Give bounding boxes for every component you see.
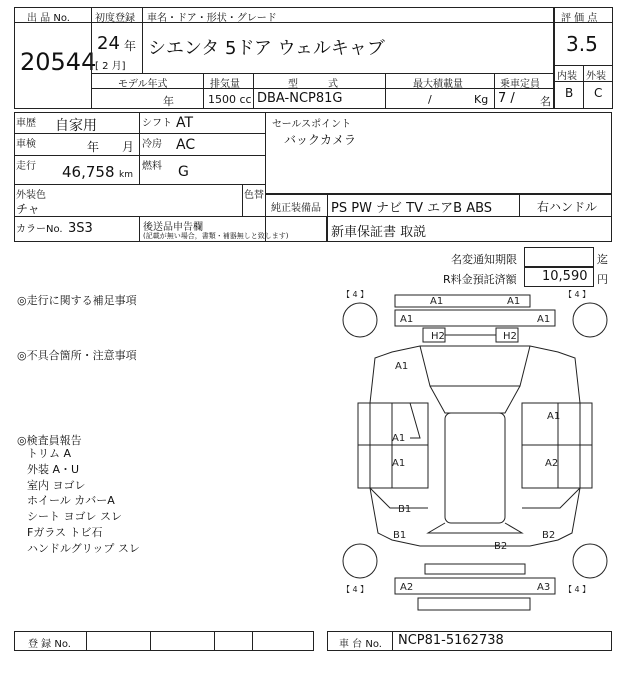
equipment: PS PW ナビ TV エアB ABS bbox=[331, 201, 493, 216]
damage-mark: A1 bbox=[547, 411, 561, 422]
exterior-label: 外装 bbox=[586, 71, 606, 82]
corner-tag-bottom-right bbox=[564, 584, 590, 594]
color-no-label: カラーNo. bbox=[16, 224, 63, 235]
first-registration-label: 初度登録 bbox=[95, 13, 135, 24]
roof bbox=[445, 413, 505, 523]
inspector-report-label: ◎検査員報告 bbox=[17, 434, 82, 447]
car-name-label: 車名・ドア・形状・グレード bbox=[147, 13, 277, 24]
damage-mark: A1 bbox=[400, 314, 414, 325]
name-change-unit: 迄 bbox=[597, 253, 608, 266]
inspection-month-unit: 月 bbox=[122, 140, 135, 154]
damage-mark: A2 bbox=[545, 458, 559, 469]
wheel-front-right bbox=[573, 303, 607, 337]
car-damage-diagram bbox=[340, 288, 612, 613]
damage-mark: B1 bbox=[393, 530, 407, 541]
later-doc-note: (記載が無い場合，書類・補器無しと致します) bbox=[143, 232, 289, 240]
wheel-rear-left bbox=[343, 544, 377, 578]
warranty: 新車保証書 取説 bbox=[331, 225, 427, 240]
rear-bumper bbox=[395, 578, 555, 594]
inspector-item: Fガラス トビ石 bbox=[27, 525, 103, 539]
recycle-amount: 10,590 bbox=[542, 269, 588, 284]
inspector-item: 外装 A・U bbox=[27, 462, 80, 476]
max-load-label: 最大積載量 bbox=[413, 79, 463, 90]
shift-label: シフト bbox=[142, 118, 172, 129]
damage-mark: B1 bbox=[398, 504, 412, 515]
equipment-label: 純正装備品 bbox=[271, 203, 321, 214]
exterior-grade: C bbox=[594, 86, 603, 100]
model-code-label: 型 式 bbox=[288, 79, 338, 90]
damage-mark: A1 bbox=[430, 296, 444, 307]
inspector-item: 室内 ヨゴレ bbox=[27, 478, 86, 492]
max-load-sep: / bbox=[428, 93, 432, 106]
name-change-box bbox=[524, 247, 594, 267]
svg-text:【 4 】: 【 4 】 bbox=[342, 290, 369, 299]
corner-tag-bottom-left bbox=[342, 584, 368, 594]
ac-label: 冷房 bbox=[142, 139, 162, 150]
displacement: 1500 cc bbox=[208, 93, 252, 106]
interior-label: 内装 bbox=[557, 71, 577, 82]
color-no: 3S3 bbox=[68, 221, 93, 236]
body-outline bbox=[370, 346, 580, 546]
capacity-label: 乗車定員 bbox=[500, 79, 540, 90]
color-change-label: 色替 bbox=[244, 190, 264, 201]
history-label: 車歴 bbox=[16, 118, 36, 129]
damage-mark: A2 bbox=[400, 582, 414, 593]
recycle-unit: 円 bbox=[597, 273, 608, 286]
damage-mark: A1 bbox=[392, 433, 406, 444]
inspection-label: 車検 bbox=[16, 139, 36, 150]
fuel: G bbox=[178, 164, 189, 180]
mileage-label: 走行 bbox=[16, 161, 36, 172]
shift: AT bbox=[176, 115, 194, 131]
fuel-label: 燃料 bbox=[142, 161, 162, 172]
hood bbox=[420, 346, 530, 386]
svg-text:【 4 】: 【 4 】 bbox=[564, 585, 591, 594]
name-change-label: 名変通知期限 bbox=[451, 253, 517, 266]
score-label: 評 価 点 bbox=[561, 13, 598, 24]
model-code: DBA-NCP81G bbox=[257, 91, 343, 106]
capacity-unit: 名 bbox=[540, 95, 551, 108]
rear-bumper-lower bbox=[418, 598, 530, 610]
max-load-unit: Kg bbox=[474, 93, 489, 106]
lot-number: 20544 bbox=[20, 48, 97, 76]
inspector-item: ホイール カバーA bbox=[27, 494, 115, 508]
damage-mark: A3 bbox=[537, 582, 551, 593]
history: 自家用 bbox=[55, 118, 97, 134]
chassis-no: NCP81-5162738 bbox=[398, 633, 504, 648]
later-doc-label: 後送品申告欄 bbox=[143, 222, 203, 233]
mileage: 46,758 bbox=[62, 163, 115, 181]
displacement-label: 排気量 bbox=[210, 79, 240, 90]
model-year-label: モデル年式 bbox=[118, 79, 168, 90]
inspector-items bbox=[27, 446, 140, 557]
inspection-year-unit: 年 bbox=[87, 140, 100, 154]
ext-color-label: 外装色 bbox=[16, 190, 46, 201]
mileage-unit: km bbox=[119, 170, 133, 180]
interior-grade: B bbox=[565, 86, 574, 100]
lot-number-label: 出 品 No. bbox=[27, 13, 70, 24]
inspector-item: トリム A bbox=[27, 447, 72, 460]
svg-text:【 4 】: 【 4 】 bbox=[342, 585, 369, 594]
front-bumper-lower bbox=[395, 310, 555, 326]
svg-text:【 4 】: 【 4 】 bbox=[564, 290, 591, 299]
first-registration-year: 24 bbox=[97, 33, 120, 54]
damage-mark: A1 bbox=[537, 314, 551, 325]
tail-gate bbox=[425, 564, 525, 574]
corner-tag-top-right bbox=[564, 289, 590, 299]
damage-mark: A1 bbox=[507, 296, 521, 307]
chassis-no-label: 車 台 No. bbox=[339, 639, 382, 650]
registration-no-label: 登 録 No. bbox=[28, 639, 71, 650]
damage-mark: A1 bbox=[395, 361, 409, 372]
sales-point-label: セールスポイント bbox=[272, 119, 352, 130]
capacity: 7 / bbox=[498, 91, 515, 106]
ext-color: チャ bbox=[16, 202, 40, 216]
inspector-item: シート ヨゴレ スレ bbox=[27, 510, 122, 524]
left-front-door bbox=[358, 403, 420, 438]
inspector-item: ハンドルグリップ スレ bbox=[27, 541, 140, 555]
windshield bbox=[430, 386, 520, 413]
defects-label: ◎不具合箇所・注意事項 bbox=[17, 349, 137, 362]
rear-window bbox=[428, 523, 522, 533]
wheel-front-left bbox=[343, 303, 377, 337]
steering: 右ハンドル bbox=[537, 200, 598, 214]
damage-mark: H2 bbox=[431, 331, 445, 342]
year-unit: 年 bbox=[124, 39, 137, 53]
recycle-label: R料金預託済額 bbox=[443, 273, 517, 286]
model-year-unit: 年 bbox=[163, 95, 174, 108]
sales-point: バックカメラ bbox=[284, 133, 357, 147]
damage-mark: A1 bbox=[392, 458, 406, 469]
ac: AC bbox=[176, 137, 196, 153]
damage-mark: B2 bbox=[494, 541, 508, 552]
first-registration-month: [ 2 月] bbox=[95, 61, 126, 72]
damage-mark: B2 bbox=[542, 530, 556, 541]
corner-tag-top-left bbox=[342, 289, 368, 299]
damage-mark: H2 bbox=[503, 331, 517, 342]
score: 3.5 bbox=[566, 32, 598, 56]
wheel-rear-right bbox=[573, 544, 607, 578]
car-name: シエンタ 5ドア ウェルキャブ bbox=[148, 38, 385, 59]
driving-remarks-label: ◎走行に関する補足事項 bbox=[17, 294, 137, 307]
